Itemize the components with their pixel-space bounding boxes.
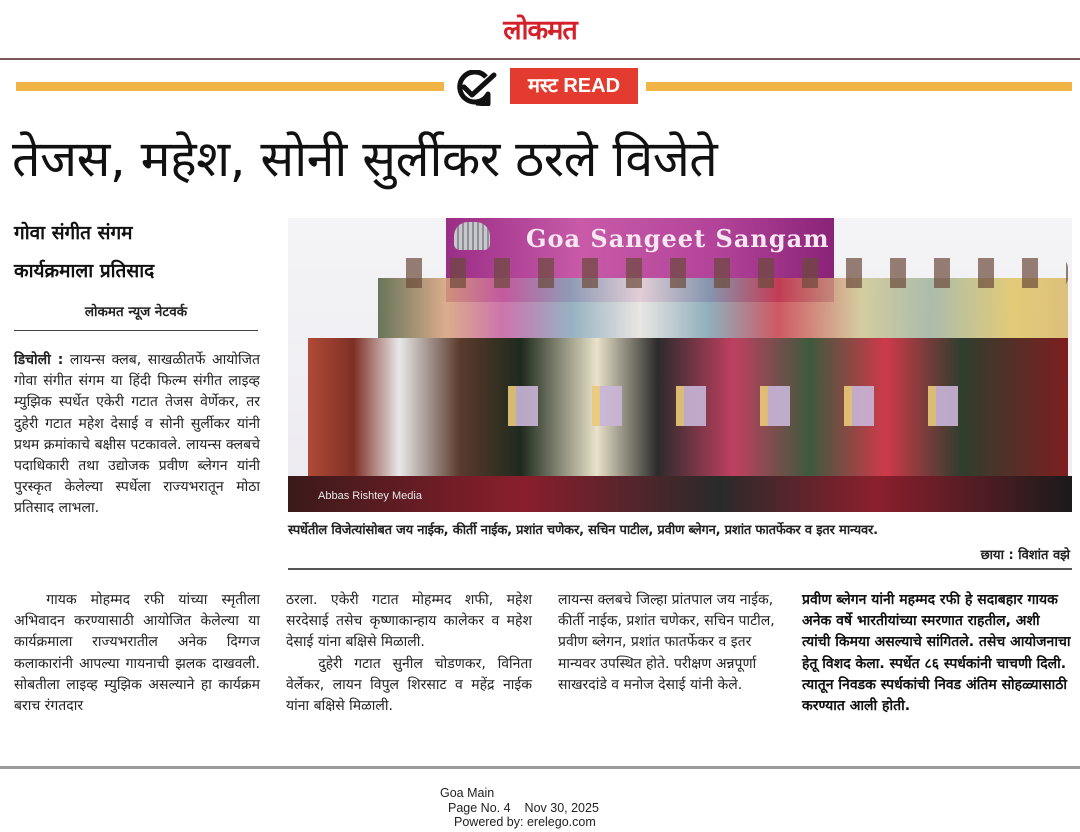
check-badge-icon [452,70,500,106]
powered-by-link[interactable]: Powered by: erelego.com [454,815,596,829]
newspaper-logo: लोकमत [503,15,577,46]
article-column-4 [802,590,1072,717]
paragraph-text: लायन्स क्लब, साखळीतर्फे आयोजित गोवा संगीत संगम या हिंदी फिल्म संगीत लाइव्ह म्युझिक स्पर्धेत एकेरी गटात तेजस वेर्णेकर, तर दुहेरी गटात महेश देसाई व सोनी सुर्लीकर यांनी प्रथम क्रमांकाचे बक्षीस पटकावले. लायन्स क्लबचे पदाधिकारी तथा उद्योजक प्रवीण ब्लेगन यांनी पुरस्कृत केलेल्या स्पर्धेला राज्यभरातून मोठा प्रतिसाद लाभला. [14,352,260,517]
microphone-graphic [454,222,490,250]
subhead-line: कार्यक्रमाला प्रतिसाद [14,260,155,282]
article-column-2 [286,590,532,717]
caption-divider [288,568,1072,570]
page-number: Page No. 4 [448,800,511,815]
article-column-1 [14,350,260,520]
article-subhead [14,214,264,290]
article-paragraph: दुहेरी गटात सुनील चोडणकर, विनिता वेर्लेकर, लायन विपुल शिरसाट व महेंद्र नाईक यांना बक्षिसे मिळाली. [286,655,532,715]
dateline: डिचोली : [14,352,64,368]
subhead-line: गोवा संगीत संगम [14,222,133,244]
section-tag [0,66,1080,108]
article-paragraph [14,350,260,520]
byline: लोकमत न्यूज नेटवर्क [14,302,258,331]
article-column-1-continued [14,590,260,717]
article-headline: तेजस, महेश, सोनी सुर्लीकर ठरले विजेते [12,130,718,188]
edition-name: Goa Main [440,786,495,800]
section-bar-left [16,82,444,91]
article-paragraph: लायन्स क्लबचे जिल्हा प्रांतपाल जय नाईक, कीर्ती नाईक, प्रशांत चणेकर, सचिन पाटील, प्रवीण ब्लेगन, प्रशांत फातर्फेकर व इतर मान्यवर उपस्थित होते. परीक्षण अन्नपूर्णा साखरदांडे व मनोज देसाई यांनी केले. [558,592,775,693]
article-paragraph: ठरला. एकेरी गटात मोहम्मद शफी, महेश सरदेसाई तसेच कृष्णाकान्हाय कालेकर व महेश देसाई यांना बक्षिसे मिळाली. [286,592,532,651]
banner-text: Goa Sangeet Sangam [526,224,830,253]
masthead [0,0,1080,58]
page-info [440,801,640,816]
article-paragraph: गायक मोहम्मद रफी यांच्या स्मृतीला अभिवादन करण्यासाठी आयोजित केलेल्या या कार्यक्रमाला राज्यभरातील अनेक दिग्गज कलाकारांनी आपल्या गायनाची झलक दाखवली. सोबतीला लाइव्ह म्युझिक असल्याने हा कार्यक्रम बराच रंगतदार [14,592,260,715]
must-read-badge: मस्ट READ [510,68,638,104]
photo-credit: छाया : विशांत वझे [980,548,1070,563]
masthead-divider [0,58,1080,60]
page-footer [440,786,640,830]
publish-date: Nov 30, 2025 [524,800,599,815]
article-paragraph: प्रवीण ब्लेगन यांनी महम्मद रफी हे सदाबहार गायक अनेक वर्षे भारतीयांच्या स्मरणात राहतील, अशी त्यांची किमया असल्याचे सांगितले. तसेच आयोजनाचा हेतू विशद केला. स्पर्धेत ८६ स्पर्धकांनी चाचणी दिली. त्यातून निवडक स्पर्धकांची निवड अंतिम सोहळ्यासाठी करण्यात आली होती. [802,592,1071,715]
article-column-3 [558,590,790,696]
page-divider [0,766,1080,769]
section-bar-right [646,82,1072,91]
photo-caption: स्पर्धेतील विजेत्यांसोबत जय नाईक, कीर्ती नाईक, प्रशांत चणेकर, सचिन पाटील, प्रवीण ब्लेगन, प्रशांत फातर्फेकर व इतर मान्यवर. [288,523,878,538]
photo-watermark: Abbas Rishtey Media [318,490,422,502]
event-photo [288,218,1072,512]
trophies [468,386,968,426]
